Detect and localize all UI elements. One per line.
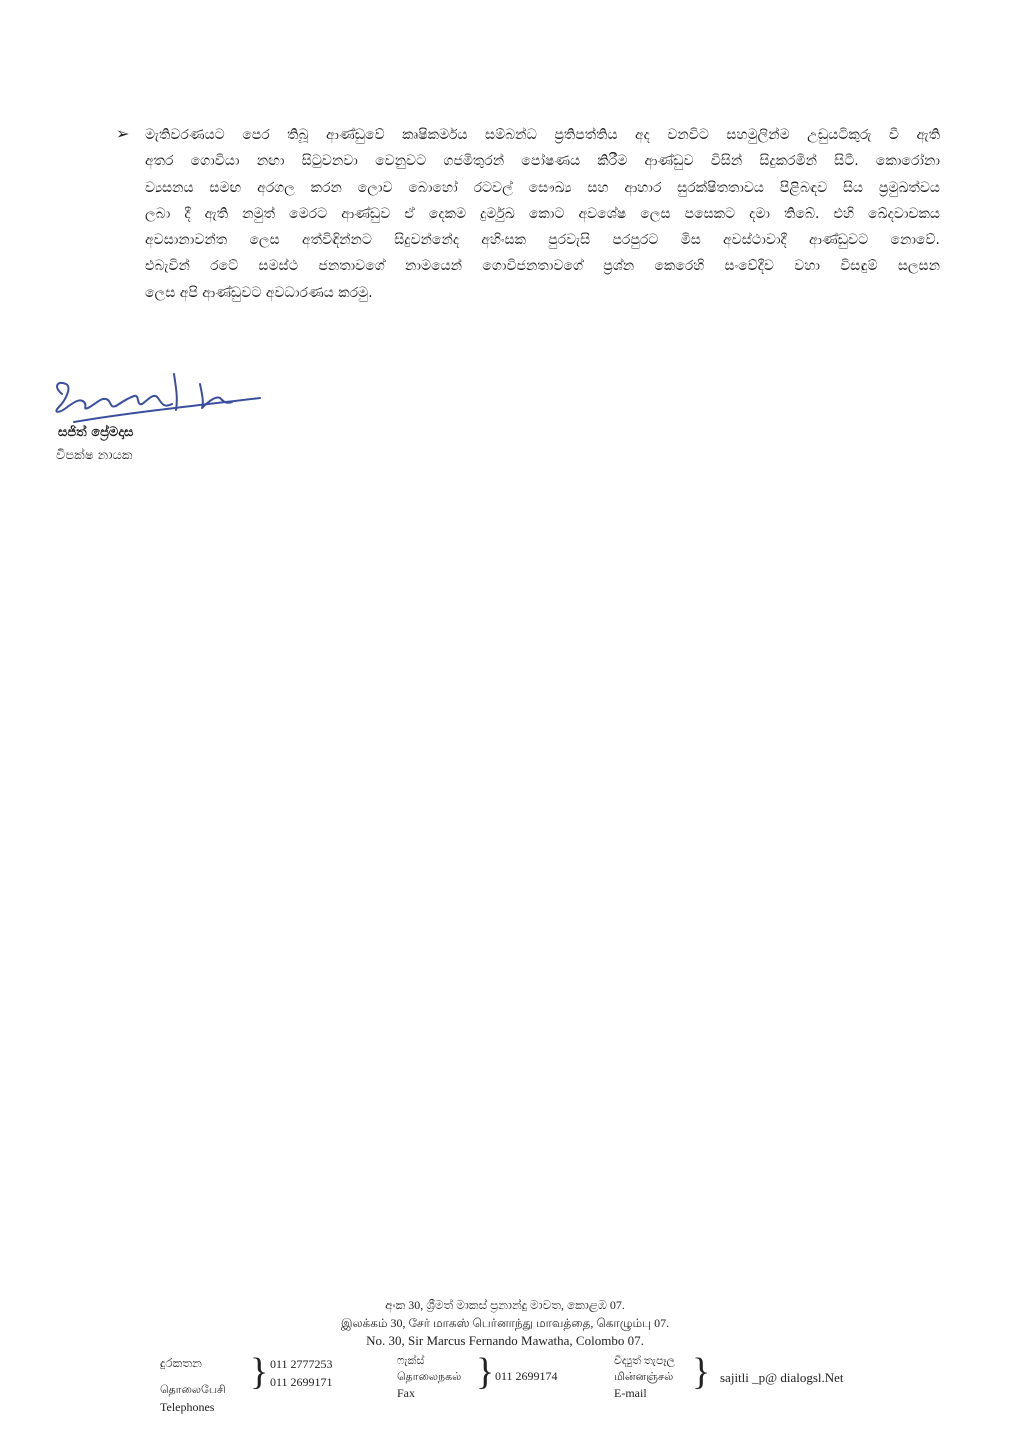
paragraph-line: මැතිවරණයට පෙර තිබූ ආණ්ඩුවේ කෘෂිකර්මය සම්බන්ධ ප්‍රතිපත්තිය අද වනවිට සහමුලින්ම උඩුයටිකුරු වී ඇති [145, 127, 940, 143]
fax-number: 011 2699174 [495, 1369, 558, 1383]
fax-label-tamil: தொலைநகல் [397, 1371, 462, 1383]
phone-number: 011 2699171 [270, 1375, 333, 1389]
signer-name: සජිත් ප්‍රේමදාස [58, 425, 134, 440]
letter-paragraph [145, 122, 940, 306]
address-english: No. 30, Sir Marcus Fernando Mawatha, Colombo 07. [366, 1333, 644, 1348]
brace-icon: } [692, 1351, 711, 1393]
phone-number: 011 2777253 [270, 1357, 333, 1371]
email-label-tamil: மின்னஞ்சல் [614, 1371, 674, 1383]
paragraph-line: ලෙස අපි ආණ්ඩුවට අවධාරණය කරමු. [145, 284, 373, 301]
email-label-english: E-mail [614, 1386, 647, 1400]
email-label-sinhala: විද්‍යුත් තැපෑල [614, 1355, 675, 1367]
paragraph-line: ව්‍යසනය සමඟ අරගල කරන ලොව බොහෝ රටවල් සෞඛ්‍ය සහ ආහාර සුරක්ෂිතතාවය පිළිබඳව සිය ප්‍රමුඛත්වය [145, 179, 940, 196]
paragraph-line: ලබා දී ඇති නමුත් මෙරට ආණ්ඩුව ඒ දෙකම දුර්මුඛ කොට අවශේෂ ලෙස පසෙකට දමා තිබේ. එහි ඛේදවාචකය [145, 205, 940, 222]
fax-label-sinhala: ෆැක්ස් [397, 1355, 425, 1367]
signer-title: විපක්ෂ නායක [56, 448, 133, 463]
address-tamil: இலக்கம் 30, சேர் மாகஸ் பெர்னாந்து மாவத்தை, கொழும்பு 07. [340, 1316, 670, 1330]
paragraph-line: අතර ගොවියා නඟා සිටුවනවා වෙනුවට ගජමිතුරන් පෝෂණය කිරීම ආණ්ඩුව විසින් සිදුකරමින් සිටී. කොරෝනා [145, 153, 940, 170]
brace-icon: } [476, 1351, 495, 1393]
paragraph-line: අවසානාවන්ත ලෙස අත්විඳින්නට සිදුවන්නේද අහිංසක පුරවැසි පරපුරට මිස අවස්ථාවාදී ආණ්ඩුවට නොවේ. [145, 232, 940, 249]
telephone-label-sinhala: දුරකතන [160, 1356, 202, 1370]
bullet-arrow-icon: ➢ [116, 124, 130, 143]
paragraph-line: එබැවින් රටේ සමස්ථ ජනතාවගේ නාමයෙන් ගොවිජනතාවගේ ප්‍රශ්න කෙරෙහි සංවේදීව වහා විසඳුම් සලසන [145, 258, 940, 275]
fax-label-english: Fax [397, 1386, 415, 1400]
email-address: sajitli _p@ dialogsl.Net [720, 1370, 844, 1385]
telephone-label-english: Telephones [160, 1400, 215, 1414]
address-sinhala: අංක 30, ශ්‍රීමත් මාකස් ප්‍රනාන්දු මාවත, කොළඹ 07. [385, 1298, 625, 1312]
brace-icon: } [250, 1351, 269, 1393]
telephone-label-tamil: தொலைபேசி [160, 1384, 226, 1396]
